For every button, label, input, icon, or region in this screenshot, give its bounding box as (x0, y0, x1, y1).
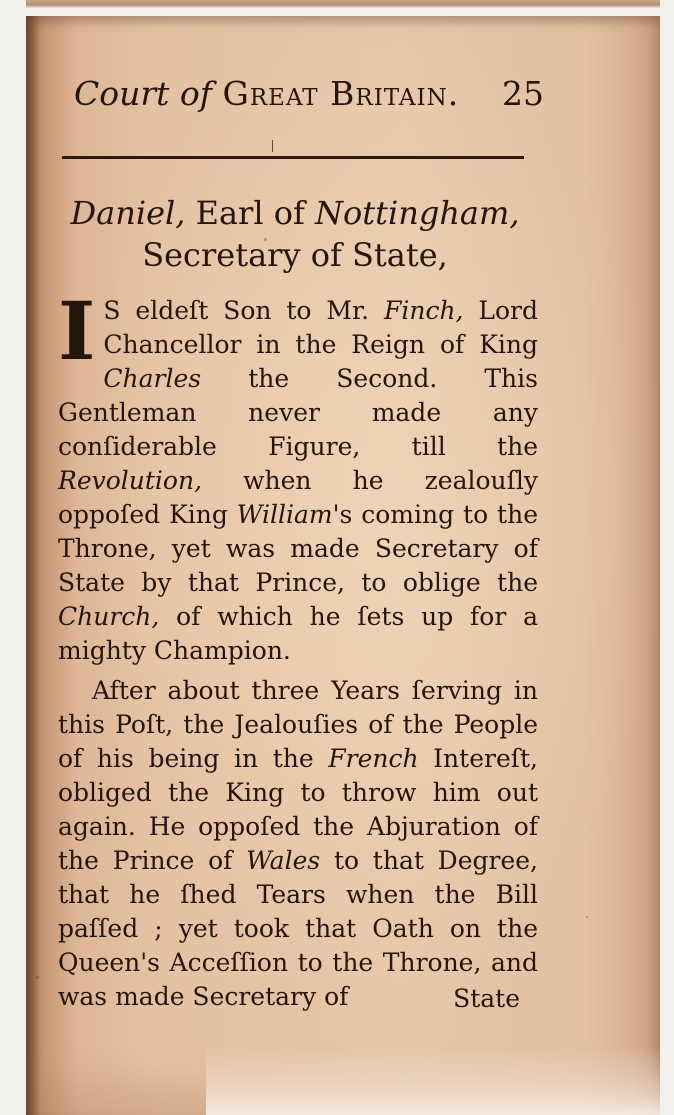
paper-speck (36, 976, 39, 979)
p1-text-4: when he zealouſly oppoſed King (58, 466, 538, 529)
p1-text-6: of which he ſets up for a mighty Champion. (58, 602, 538, 665)
catchword: State (453, 984, 520, 1013)
paper-speck (586, 916, 588, 918)
book-page (26, 16, 660, 1115)
p2-french: French (328, 744, 419, 773)
p1-revolution: Revolution, (58, 466, 203, 495)
p2-text-1: After about three Years ſerving in this Poſt, the Jealouſies of the People of his being in the (58, 676, 538, 773)
running-head-court-of: Court of (74, 74, 212, 113)
page-number: 25 (502, 74, 544, 113)
drop-cap: I (58, 284, 96, 378)
p1-text-3: the Second. This Gentleman never made any conſiderable Figure, till the (58, 364, 538, 461)
p1-william: William (236, 500, 333, 529)
heading-title-mid: Earl of (185, 194, 315, 232)
p2-text-3: to that Degree, that he ſhed Tears when the Bill paſſed ; yet took that Oath on the Queen's Acceſſion to the Throne, and was made Secretary of (58, 846, 538, 1011)
paragraph-1 (58, 284, 538, 668)
p1-finch: Finch, (384, 296, 464, 325)
running-head (74, 74, 544, 114)
print-mark (272, 140, 273, 152)
paragraph-2 (58, 674, 538, 1014)
header-rule (62, 156, 524, 159)
heading-name: Daniel, (70, 194, 186, 232)
p1-text-1: S eldeſt Son to Mr. (103, 296, 384, 325)
p1-charles: Charles (103, 364, 202, 393)
running-head-great-britain: Great Britain. (222, 74, 460, 113)
p2-wales: Wales (246, 846, 321, 875)
paper-speck (264, 238, 267, 241)
heading-place: Nottingham, (315, 194, 520, 232)
p2-text-2: Intereſt, obliged the King to throw him out again. He oppoſed the Abjuration of the Prince of (58, 744, 538, 875)
p1-church: Church, (58, 602, 160, 631)
p1-text-2: Lord Chancellor in the Reign of King (103, 296, 538, 359)
previous-page-edge (26, 0, 660, 8)
p1-text-5: 's coming to the Throne, yet was made Secretary of State by that Prince, to oblige the (58, 500, 538, 597)
section-heading (60, 192, 530, 276)
heading-title-end: Secretary of State, (142, 236, 448, 274)
